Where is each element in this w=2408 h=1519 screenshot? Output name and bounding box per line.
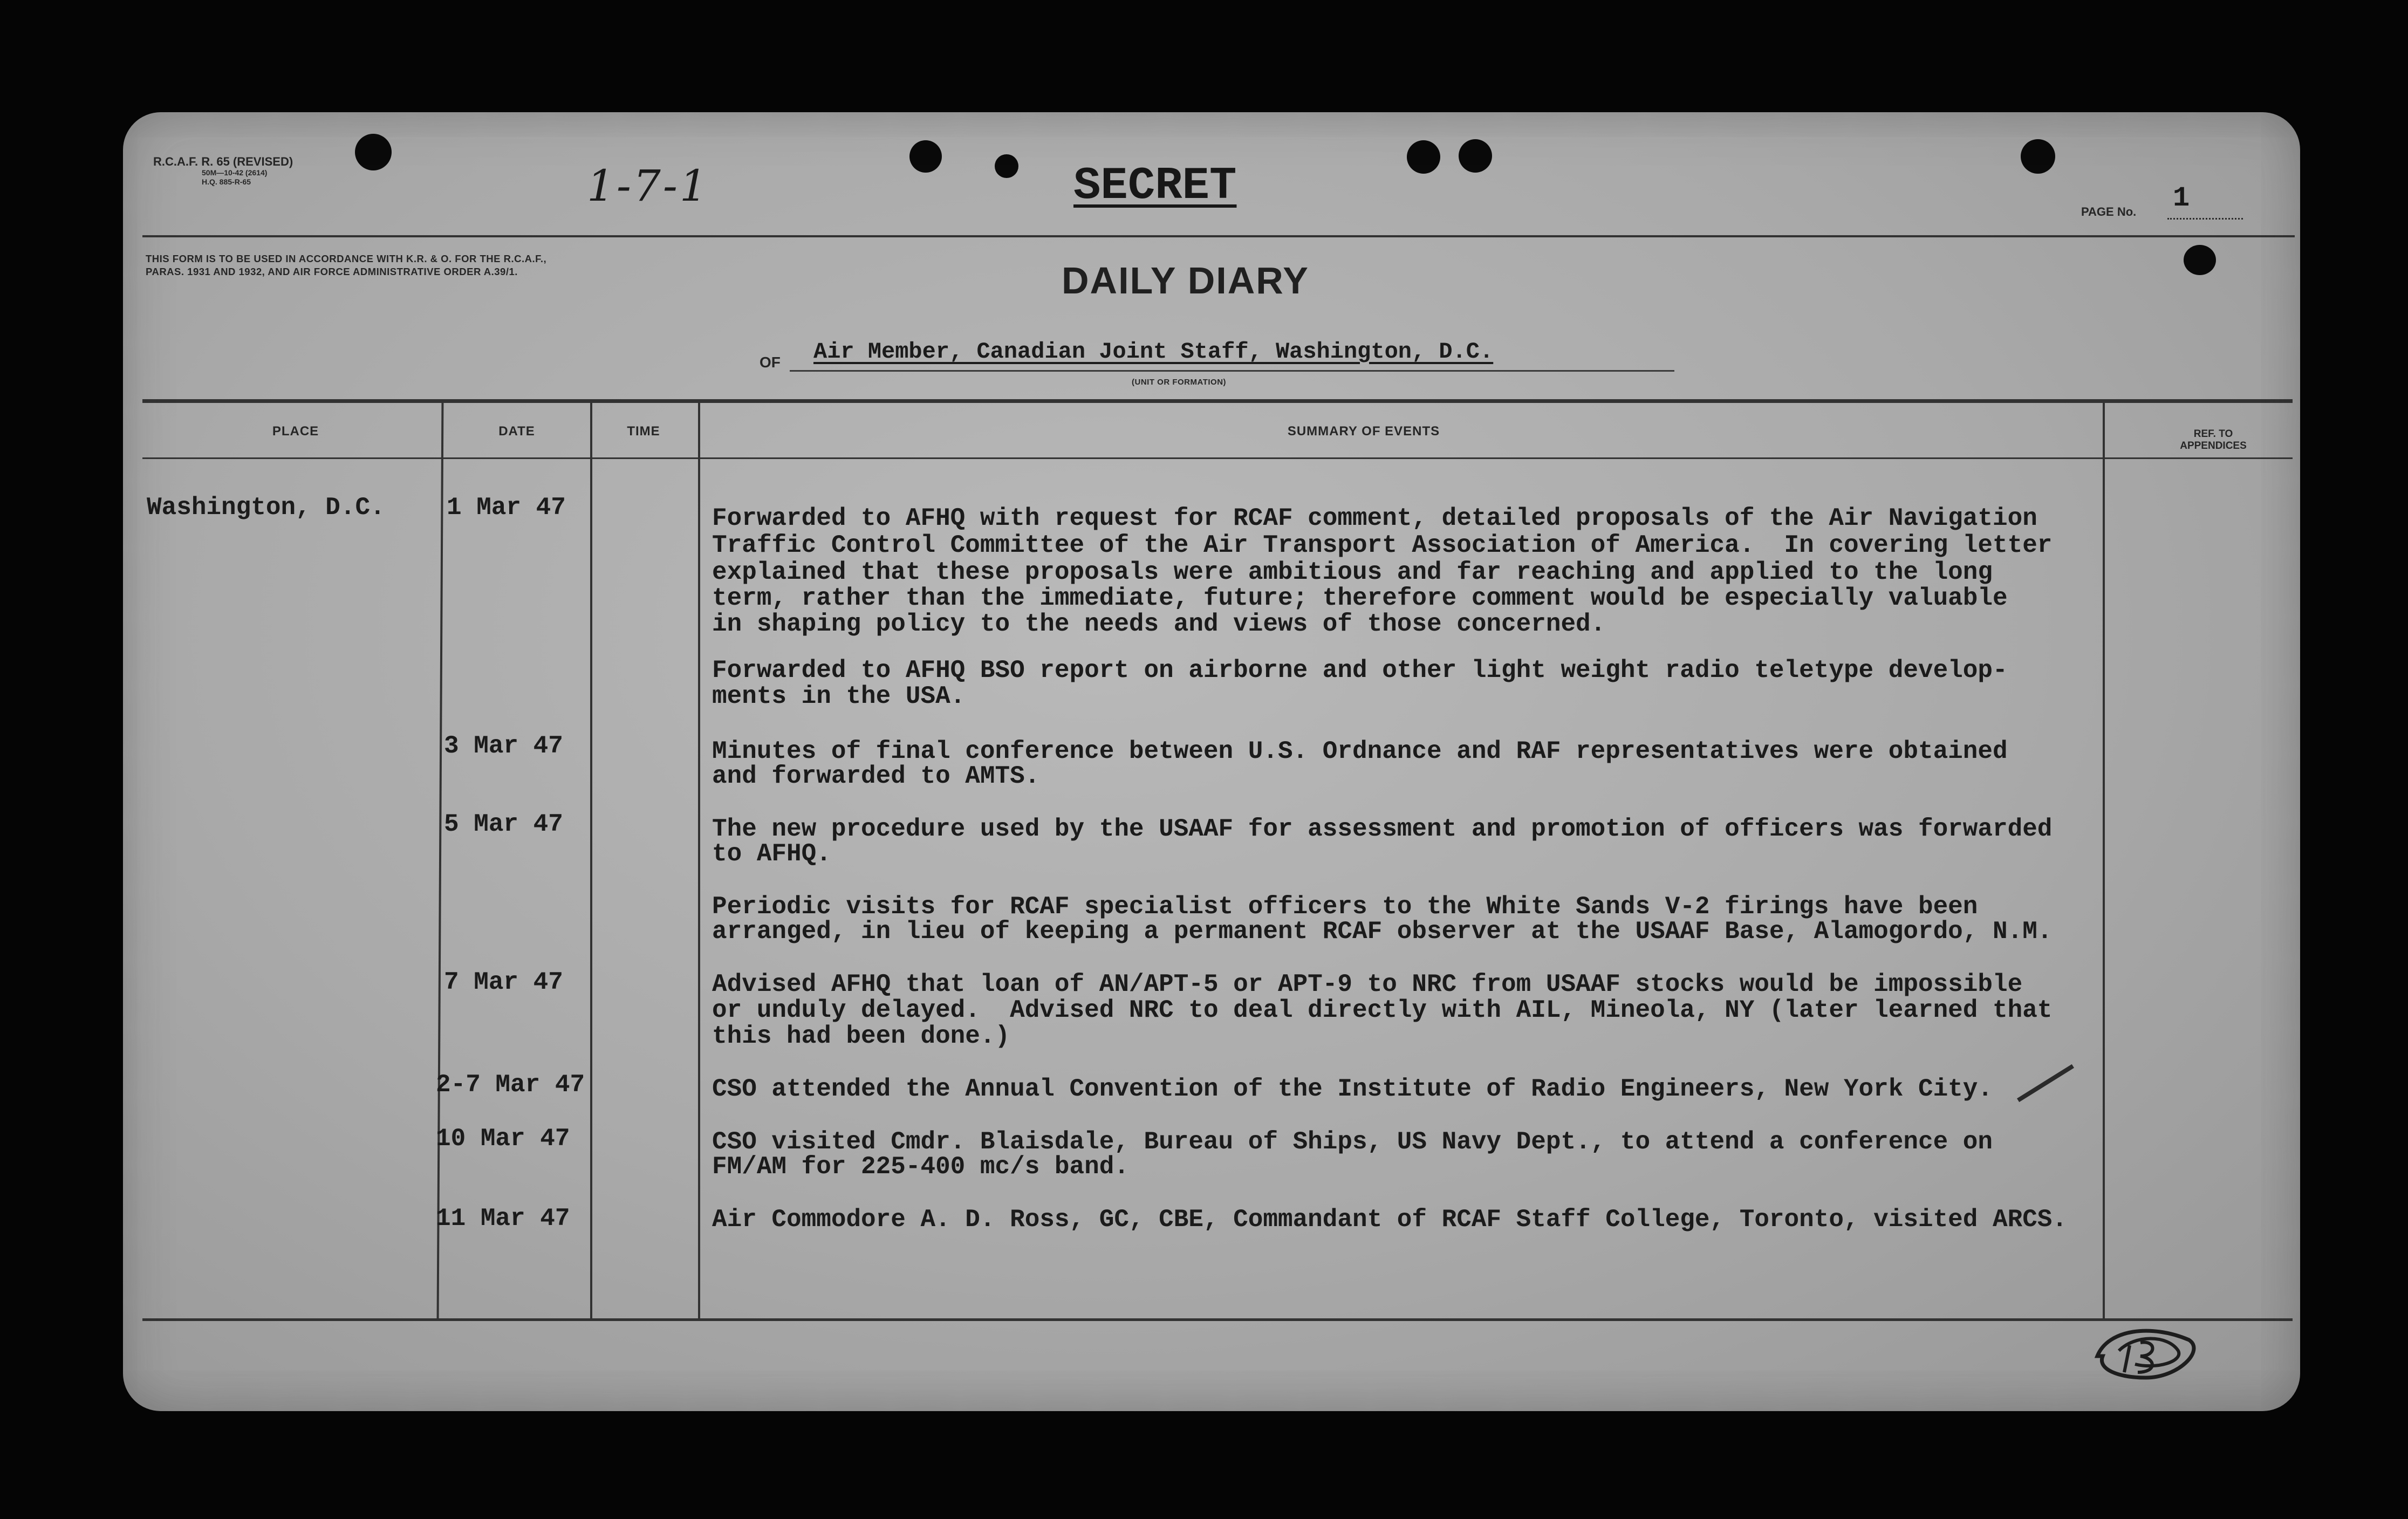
column-header-ref: REF. TO APPENDICES xyxy=(2180,428,2247,451)
entry-line: FM/AM for 225-400 mc/s band. xyxy=(712,1153,1129,1181)
entry-line: or unduly delayed. Advised NRC to deal directly with AIL, Mineola, NY (later learned that xyxy=(712,996,2053,1024)
form-hq-code: H.Q. 885-R-65 xyxy=(202,177,251,186)
entry-line: ments in the USA. xyxy=(712,682,966,710)
diary-form-sheet xyxy=(123,112,2300,1411)
form-number: R.C.A.F. R. 65 (REVISED) xyxy=(153,155,293,168)
column-header-time: TIME xyxy=(627,424,660,439)
punch-hole xyxy=(1407,140,1440,174)
entry-date: 3 Mar 47 xyxy=(444,732,563,760)
entry-line: in shaping policy to the needs and views of those concerned. xyxy=(712,610,1606,638)
unit-underline xyxy=(790,370,1674,372)
scan-mark xyxy=(2017,1064,2074,1102)
form-title: DAILY DIARY xyxy=(1062,259,1309,302)
table-bottom-rule xyxy=(142,1318,2293,1321)
form-print-code: 50M—10-42 (2614) xyxy=(202,168,268,177)
table-top-rule xyxy=(142,399,2293,403)
column-header-date: DATE xyxy=(498,424,535,439)
form-instructions: THIS FORM IS TO BE USED IN ACCORDANCE WITH K.R. & O. FOR THE R.C.A.F., PARAS. 1931 AND 1932, AND AIR FORCE ADMINISTRATIVE ORDER A.39/1. xyxy=(146,253,547,277)
initials-signature xyxy=(2087,1318,2205,1388)
page-no-line xyxy=(2167,218,2243,220)
punch-hole xyxy=(995,154,1018,178)
entry-date: 10 Mar 47 xyxy=(436,1125,570,1153)
entry-line: Advised AFHQ that loan of AN/APT-5 or APT-9 to NRC from USAAF stocks would be impossible xyxy=(712,970,2023,998)
page-no-value: 1 xyxy=(2173,182,2190,214)
entry-line: term, rather than the immediate, future; therefore comment would be especially valuable xyxy=(712,584,2008,612)
punch-hole xyxy=(2021,139,2055,174)
of-label: OF xyxy=(760,354,781,371)
entry-date: 2-7 Mar 47 xyxy=(436,1071,585,1099)
entry-line: The new procedure used by the USAAF for assessment and promotion of officers was forwarded xyxy=(712,815,2053,843)
entry-date: 1 Mar 47 xyxy=(447,494,566,522)
entry-date: 11 Mar 47 xyxy=(436,1205,570,1233)
punch-hole xyxy=(2184,245,2216,275)
column-header-place: PLACE xyxy=(272,424,319,439)
unit-name: Air Member, Canadian Joint Staff, Washington, D.C. xyxy=(813,339,1494,365)
entry-line: Forwarded to AFHQ BSO report on airborne and other light weight radio teletype develop- xyxy=(712,656,2008,685)
column-divider xyxy=(437,401,444,1320)
entry-line: to AFHQ. xyxy=(712,840,831,868)
punch-hole xyxy=(909,140,942,173)
place-value: Washington, D.C. xyxy=(147,494,385,522)
column-divider xyxy=(590,401,592,1320)
unit-caption: (UNIT OR FORMATION) xyxy=(1132,378,1227,387)
entry-line: Traffic Control Committee of the Air Transport Association of America. In covering letter xyxy=(712,531,2053,559)
column-divider xyxy=(2103,401,2105,1320)
entry-line: CSO attended the Annual Convention of the Institute of Radio Engineers, New York City. xyxy=(712,1075,1993,1103)
entry-line: Minutes of final conference between U.S. Ordnance and RAF representatives were obtained xyxy=(712,737,2008,765)
entry-line: Air Commodore A. D. Ross, GC, CBE, Commandant of RCAF Staff College, Toronto, visited ARCS. xyxy=(712,1206,2068,1234)
page-no-label: PAGE No. xyxy=(2081,205,2137,218)
table-header-rule xyxy=(142,457,2293,459)
entry-line: Forwarded to AFHQ with request for RCAF comment, detailed proposals of the Air Navigation xyxy=(712,504,2037,532)
punch-hole xyxy=(1459,139,1492,173)
column-divider xyxy=(698,401,700,1320)
entry-date: 7 Mar 47 xyxy=(444,968,563,996)
column-header-summary: SUMMARY OF EVENTS xyxy=(1287,424,1440,439)
entry-line: explained that these proposals were ambitious and far reaching and applied to the long xyxy=(712,558,1993,586)
handwritten-reference: 1-7-1 xyxy=(587,161,709,211)
entry-line: Periodic visits for RCAF specialist officers to the White Sands V-2 firings have been xyxy=(712,893,1978,921)
form-number-block xyxy=(153,155,401,187)
entry-line: CSO visited Cmdr. Blaisdale, Bureau of Ships, US Navy Dept., to attend a conference on xyxy=(712,1128,1993,1156)
entry-line: and forwarded to AMTS. xyxy=(712,762,1040,790)
entry-date: 5 Mar 47 xyxy=(444,810,563,838)
security-classification: SECRET xyxy=(1073,161,1237,212)
entry-line: this had been done.) xyxy=(712,1022,1010,1050)
entry-line: arranged, in lieu of keeping a permanent RCAF observer at the USAAF Base, Alamogordo, N.M. xyxy=(712,918,2053,946)
header-rule xyxy=(142,235,2295,237)
